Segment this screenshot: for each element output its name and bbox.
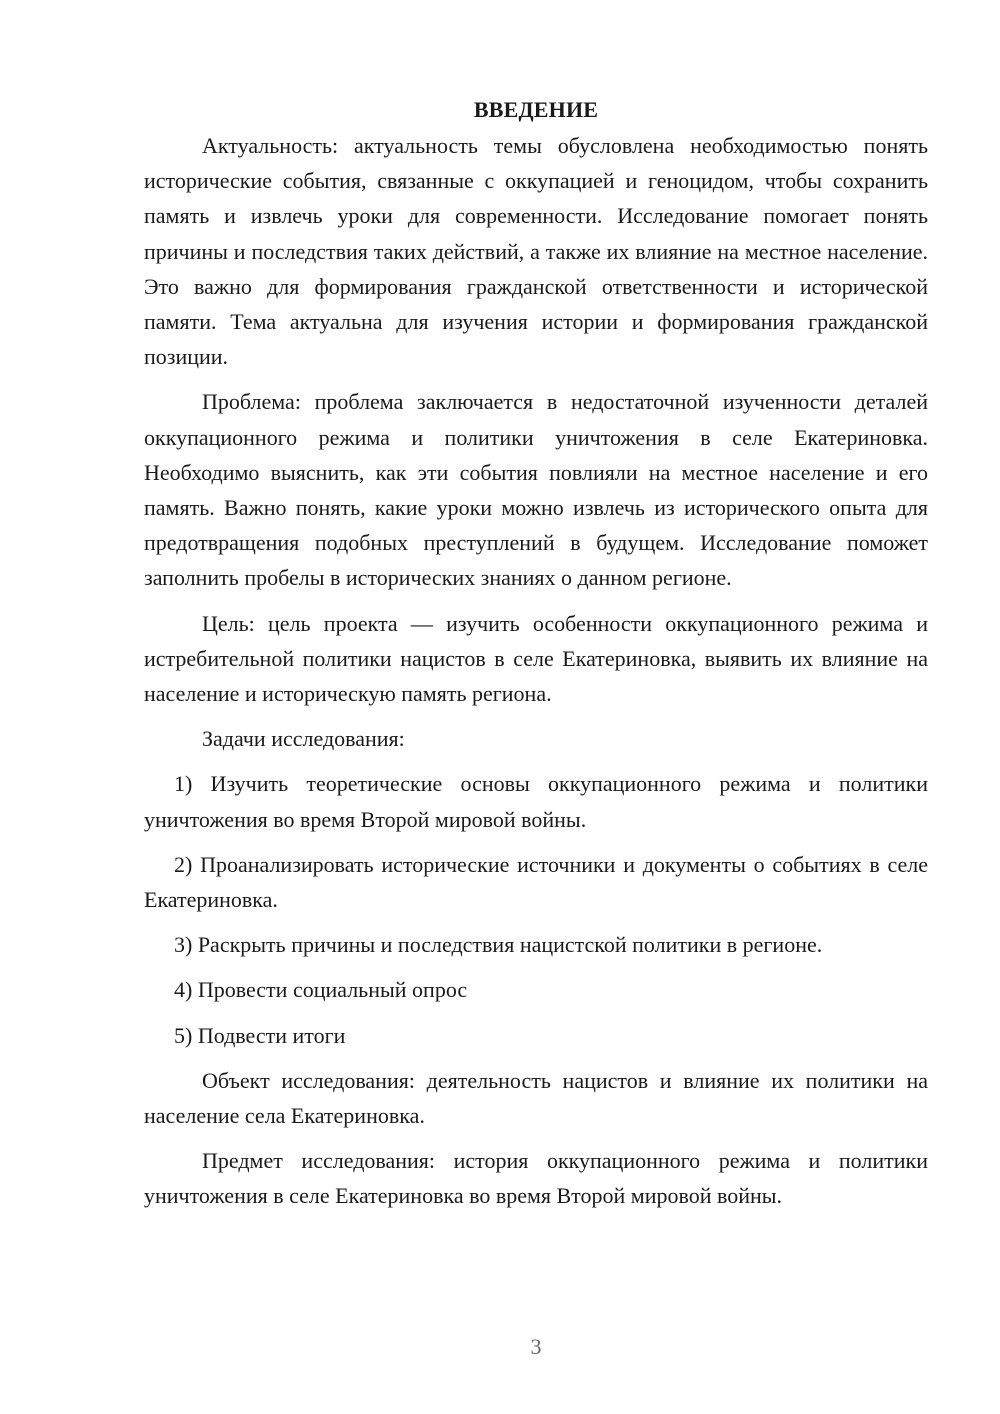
page-number: 3 [530,1334,542,1359]
paragraph-subject: Предмет исследования: история оккупационного режима и политики уничтожения в селе Екатериновка во время Второй мировой войны. [144,1148,928,1209]
task-item-5: 5) Подвести итоги [174,1022,346,1048]
task-item-1: 1) Изучить теоретические основы оккупационного режима и политики уничтожения во время Второй мировой войны. [144,771,928,832]
task-item-3: 3) Раскрыть причины и последствия нацистской политики в регионе. [174,932,823,958]
task-item-4: 4) Провести социальный опрос [174,977,468,1003]
paragraph-problem: Проблема: проблема заключается в недостаточной изученности деталей оккупационного режима и политики уничтожения в селе Екатериновка. Необходимо выяснить, как эти события повлияли на местное население и его память. Важно понять, какие уроки можно извлечь из исторического опыта для предотвращения подобных преступлений в будущем. Исследование поможет заполнить пробелы в исторических знаниях о данном регионе. [144,389,928,591]
paragraph-relevance: Актуальность: актуальность темы обусловлена необходимостью понять исторические события, связанные с оккупацией и геноцидом, чтобы сохранить память и извлечь уроки для современности. Исследование помогает понять причины и последствия таких действий, а также их влияние на местное население. Это важно для формирования гражданской ответственности и исторической памяти. Тема актуальна для изучения истории и формирования гражданской позиции. [144,133,928,370]
section-heading: ВВЕДЕНИЕ [473,97,599,122]
document-page [144,92,928,1224]
paragraph-object: Объект исследования: деятельность нацистов и влияние их политики на население села Екатериновка. [144,1067,928,1129]
paragraph-goal: Цель: цель проекта — изучить особенности оккупационного режима и истребительной политики нацистов в селе Екатериновка, выявить их влияние на население и историческую память региона. [144,610,928,707]
tasks-title: Задачи исследования: [202,726,405,752]
task-item-2: 2) Проанализировать исторические источники и документы о событиях в селе Екатериновка. [144,851,928,913]
